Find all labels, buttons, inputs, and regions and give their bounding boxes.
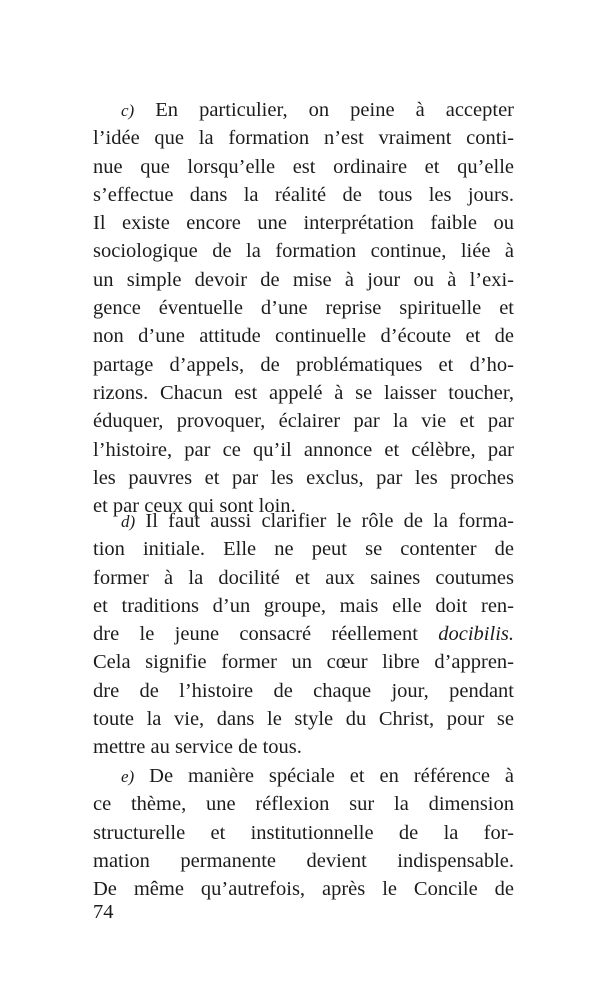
text-line: s’effectue dans la réalité de tous les jours. <box>93 183 514 206</box>
text-line: e) De manière spéciale et en référence à <box>121 765 515 787</box>
text-line: sociologique de la formation continue, liée à <box>93 240 514 263</box>
text-line: gence éventuelle d’une reprise spirituelle et <box>93 297 514 320</box>
text-line: les pauvres et par les exclus, par les proches <box>93 466 514 489</box>
paragraph-e <box>93 762 514 903</box>
item-label: c) <box>121 101 135 120</box>
text-line: dre le jeune consacré réellement docibilis. <box>93 623 514 646</box>
text-line: former à la docilité et aux saines coutumes <box>93 566 514 589</box>
text-line: nue que lorsqu’elle est ordinaire et qu’elle <box>93 155 514 178</box>
text-line: non d’une attitude continuelle d’écoute et de <box>93 325 514 348</box>
text-line: et par ceux qui sont loin. <box>93 495 296 518</box>
text-line: l’idée que la formation n’est vraiment conti- <box>93 127 514 150</box>
text-line: ce thème, une réflexion sur la dimension <box>93 793 514 816</box>
text-line: et traditions d’un groupe, mais elle doit ren- <box>93 594 514 617</box>
text-line: mettre au service de tous. <box>93 736 302 759</box>
text-line: éduquer, provoquer, éclairer par la vie et par <box>93 410 514 433</box>
text-line: toute la vie, dans le style du Christ, pour se <box>93 708 514 731</box>
text-line: rizons. Chacun est appelé à se laisser toucher, <box>93 381 514 404</box>
text-line: Cela signifie former un cœur libre d’appren- <box>93 651 514 674</box>
italic-term: docibilis. <box>438 623 514 646</box>
text-line: structurelle et institutionnelle de la for- <box>93 821 514 844</box>
item-label: d) <box>121 512 136 531</box>
text-line: Il existe encore une interprétation faible ou <box>93 212 514 235</box>
paragraph-d <box>93 507 514 762</box>
text-line: l’histoire, par ce qu’il annonce et célèbre, par <box>93 438 514 461</box>
text-line: un simple devoir de mise à jour ou à l’exi- <box>93 268 514 291</box>
text-line: mation permanente devient indispensable. <box>93 849 514 872</box>
text-line: partage d’appels, de problématiques et d’ho- <box>93 353 514 376</box>
paragraph-c <box>93 96 514 520</box>
page-number: 74 <box>93 901 114 923</box>
text-line: tion initiale. Elle ne peut se contenter de <box>93 538 514 561</box>
text-line: c) En particulier, on peine à accepter <box>121 99 515 121</box>
text-line: d) Il faut aussi clarifier le rôle de la forma- <box>121 510 515 532</box>
text-line: dre de l’histoire de chaque jour, pendant <box>93 679 514 702</box>
text-line: De même qu’autrefois, après le Concile de <box>93 878 514 901</box>
item-label: e) <box>121 767 135 786</box>
